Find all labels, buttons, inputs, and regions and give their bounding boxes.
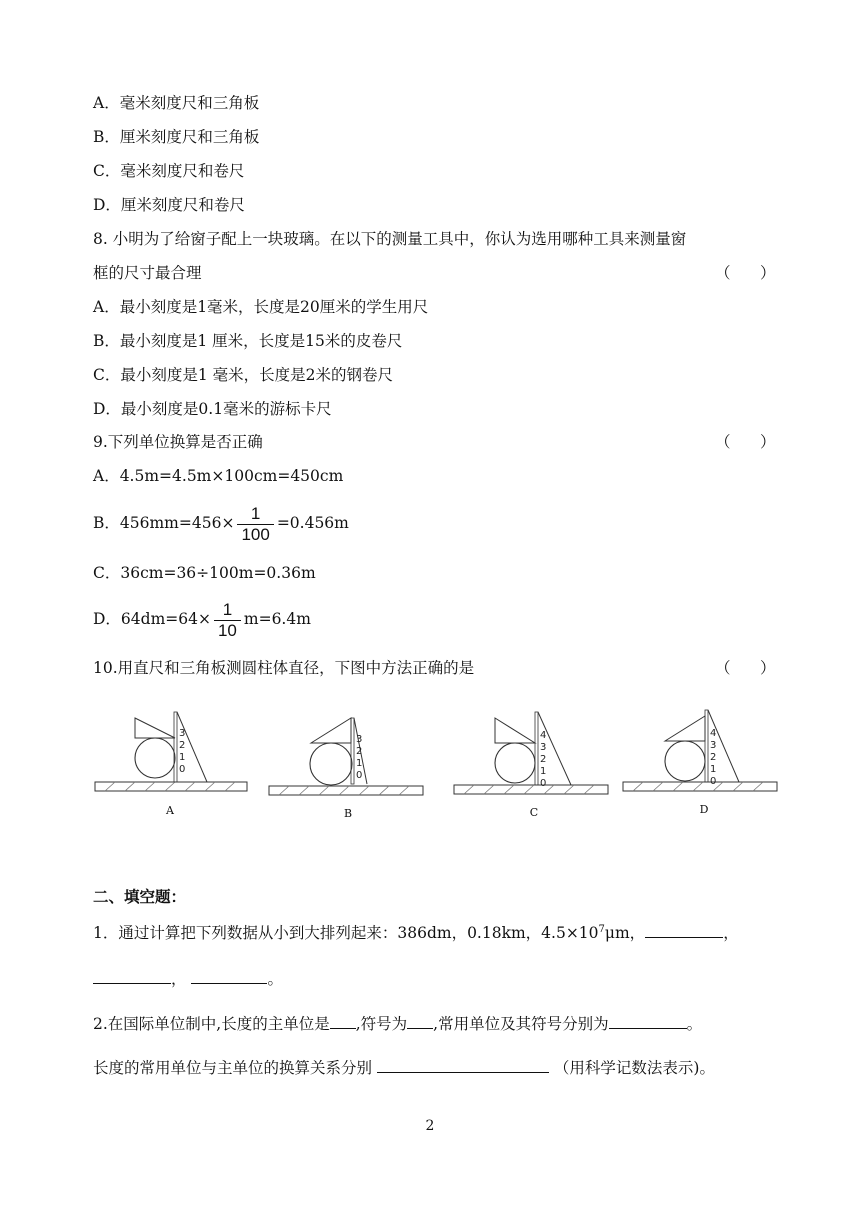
figure-c-label: C [529, 806, 539, 819]
q10-figures [85, 700, 785, 830]
s2-q1-text: 1．通过计算把下列数据从小到大排列起来：386dm，0.18km，4.5×10 [93, 924, 599, 943]
q9-option-a: A．4.5m=4.5m×100cm=450cm [93, 467, 344, 485]
s2-q1-line1 [93, 919, 739, 944]
q8-stem-line1: 8. 小明为了给窗子配上一块玻璃。在以下的测量工具中，你认为选用哪种工具来测量窗 [93, 230, 687, 248]
answer-blank[interactable] [191, 967, 267, 984]
q9-option-b-pre: B．456mm=456× [93, 514, 235, 532]
s2-q1-sep: ， [171, 970, 187, 988]
q8-option-a: A．最小刻度是1毫米，长度是20厘米的学生用尺 [93, 298, 429, 316]
q9-option-b-post: =0.456m [276, 514, 349, 532]
q10-stem: 10.用直尺和三角板测圆柱体直径，下图中方法正确的是 [93, 659, 475, 677]
ruler-tick-label: 3 [710, 740, 717, 751]
q7-option-c: C．毫米刻度尺和卷尺 [93, 162, 245, 180]
q9-option-d-pre: D．64dm=64× [93, 610, 211, 628]
s2-q2-a: 2.在国际单位制中,长度的主单位是 [93, 1015, 330, 1033]
answer-blank[interactable] [93, 967, 171, 984]
q7-option-a: A．毫米刻度尺和三角板 [93, 94, 260, 112]
q8-answer-paren[interactable]: （ ） [715, 264, 776, 282]
q8-option-c: C．最小刻度是1 毫米，长度是2米的钢卷尺 [93, 366, 394, 384]
s2-q2-line2 [93, 1056, 715, 1079]
ruler-tick-label: 0 [179, 764, 186, 775]
s2-q1-exponent: 7 [598, 924, 605, 935]
q9-option-d-fraction [214, 600, 241, 641]
ruler-tick-label: 3 [179, 728, 186, 739]
s2-q1-line2 [93, 967, 283, 990]
s2-q1-sep: ， [723, 924, 739, 943]
ruler-tick-label: 3 [540, 742, 547, 753]
ruler-tick-label: 3 [356, 734, 363, 745]
ruler-tick-label: 1 [540, 766, 547, 777]
ruler-tick-label: 0 [710, 776, 717, 787]
ruler-tick-label: 2 [540, 754, 547, 765]
answer-blank[interactable] [407, 1012, 433, 1029]
figure-a-drawing [85, 700, 255, 805]
ruler-tick-label: 1 [710, 764, 717, 775]
figure-b-drawing [263, 700, 433, 805]
ruler-tick-label: 1 [179, 752, 186, 763]
ruler-tick-label: 1 [356, 758, 363, 769]
q10-answer-paren[interactable]: （ ） [715, 659, 776, 677]
answer-blank[interactable] [609, 1012, 687, 1029]
ruler-tick-label: 2 [710, 752, 717, 763]
figure-b[interactable] [263, 700, 433, 830]
s2-q2-b: ,符号为 [355, 1015, 408, 1033]
figure-a[interactable] [85, 700, 255, 830]
s2-q2-line2-a: 长度的常用单位与主单位的换算关系分别 [93, 1059, 373, 1077]
q7-option-b: B．厘米刻度尺和三角板 [93, 128, 260, 146]
figure-d[interactable] [619, 700, 789, 830]
figure-a-label: A [166, 804, 174, 817]
ruler-tick-label: 2 [356, 746, 363, 757]
q8-stem-line2: 框的尺寸最合理 [93, 264, 202, 282]
q7-option-d: D．厘米刻度尺和卷尺 [93, 196, 245, 214]
figure-d-drawing [619, 700, 789, 805]
q9-option-c: C．36cm=36÷100m=0.36m [93, 564, 316, 582]
q9-option-b-fraction [237, 504, 273, 545]
fraction-numerator: 1 [250, 503, 261, 523]
s2-q1-end: 。 [267, 970, 283, 988]
ruler-tick-label: 2 [179, 740, 186, 751]
answer-blank[interactable] [330, 1012, 356, 1029]
s2-q1-unit: μm， [604, 924, 646, 943]
q9-option-d [93, 594, 311, 644]
s2-q2-c: ,常用单位及其符号分别为 [433, 1015, 609, 1033]
s2-q2-line2-b: （用科学记数法表示)。 [553, 1059, 715, 1077]
section-title-fill-in: 二、填空题： [93, 888, 187, 906]
page-number: 2 [425, 1118, 435, 1134]
ruler-tick-label: 4 [710, 728, 717, 739]
q9-option-d-post: m=6.4m [243, 610, 311, 628]
ruler-tick-label: 0 [356, 770, 363, 781]
q9-stem: 9.下列单位换算是否正确 [93, 433, 263, 451]
q9-answer-paren[interactable]: （ ） [715, 433, 776, 451]
figure-b-label: B [343, 807, 353, 820]
answer-blank[interactable] [377, 1056, 549, 1073]
s2-q2-d: 。 [686, 1015, 703, 1033]
figure-c[interactable] [449, 700, 619, 830]
ruler-tick-label: 0 [540, 778, 547, 789]
fraction-denominator: 100 [237, 524, 273, 545]
q8-option-b: B．最小刻度是1 厘米，长度是15米的皮卷尺 [93, 332, 403, 350]
ruler-tick-label: 4 [540, 730, 547, 741]
q9-option-b [93, 498, 349, 548]
answer-blank[interactable] [645, 921, 723, 938]
fraction-numerator: 1 [222, 599, 233, 619]
s2-q2-line1 [93, 1012, 702, 1035]
figure-c-drawing [449, 700, 619, 805]
q8-option-d: D．最小刻度是0.1毫米的游标卡尺 [93, 400, 332, 418]
figure-d-label: D [699, 803, 709, 816]
fraction-denominator: 10 [214, 620, 241, 641]
